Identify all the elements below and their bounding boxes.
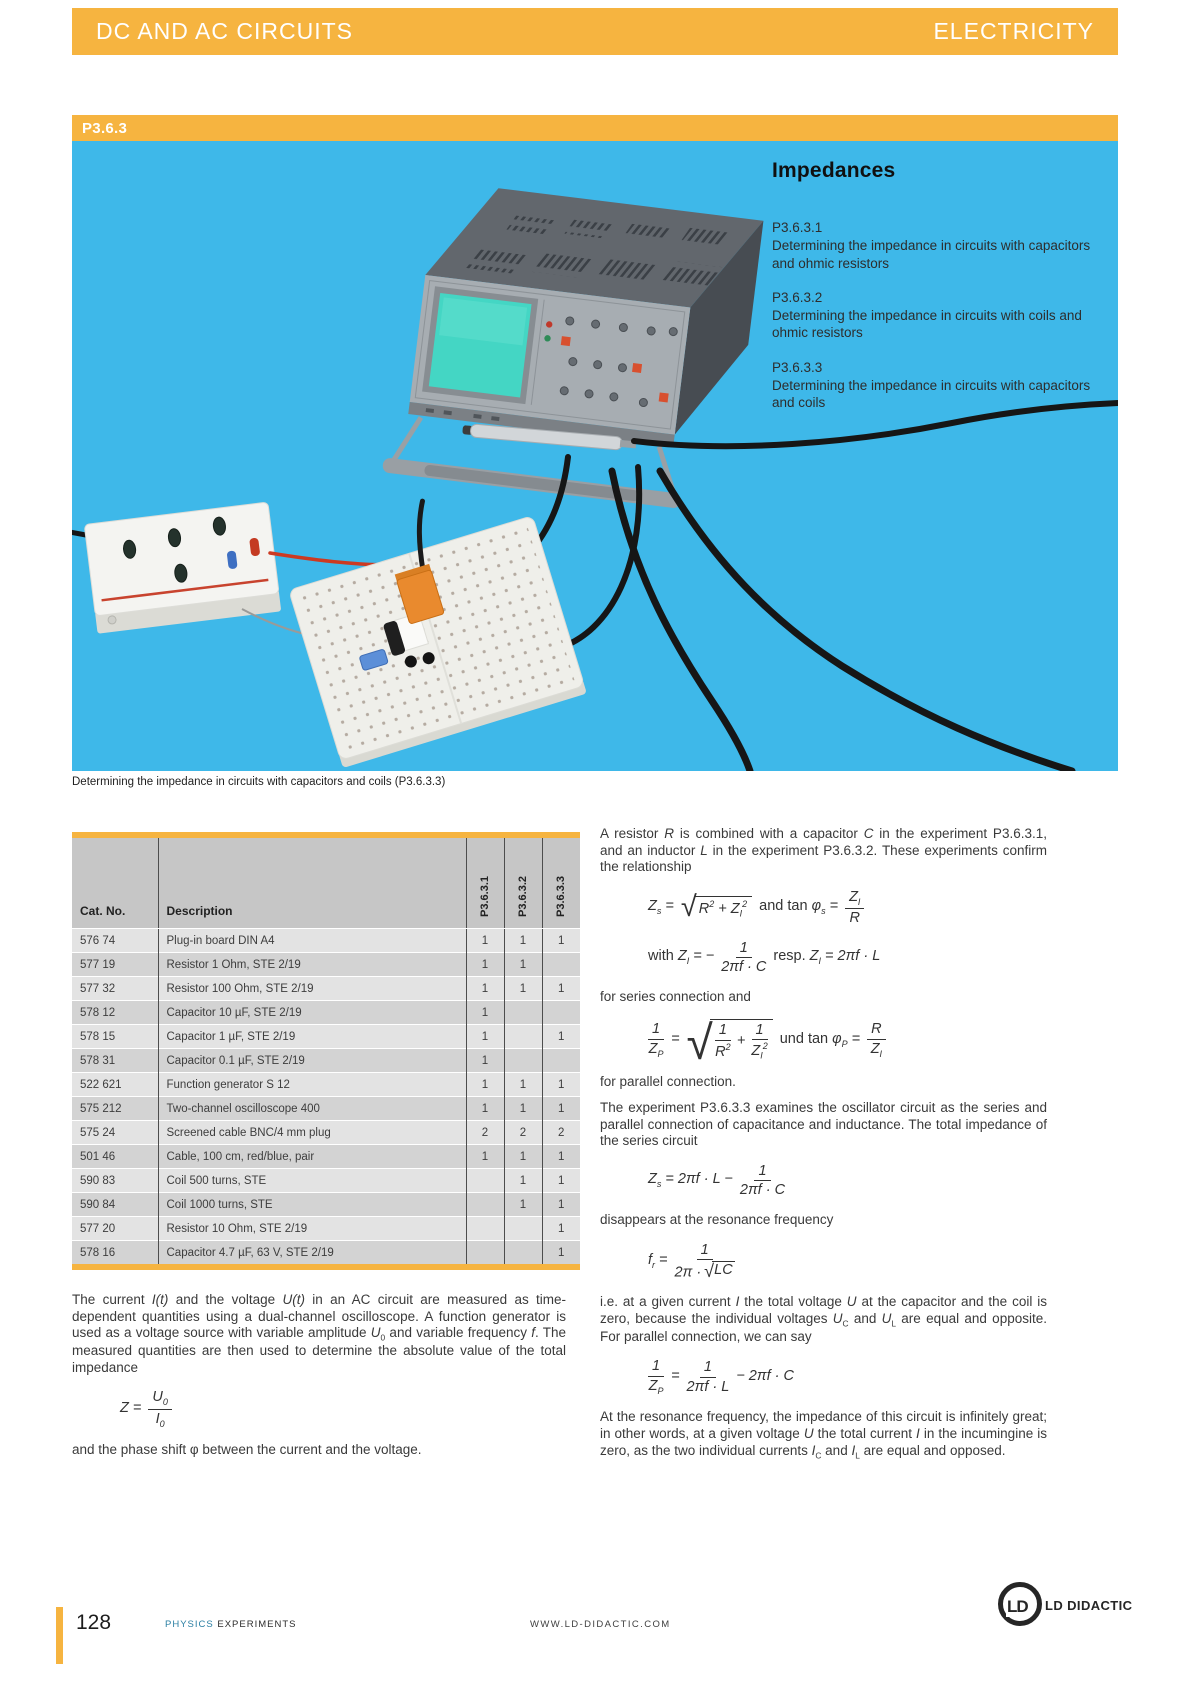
- qty-cell: 1: [466, 1073, 504, 1097]
- plug-in-board: [275, 472, 587, 768]
- section-title: ELECTRICITY: [933, 18, 1094, 44]
- brand-experiments: EXPERIMENTS: [217, 1619, 297, 1630]
- description-cell: Resistor 100 Ohm, STE 2/19: [158, 977, 466, 1001]
- description-cell: Two-channel oscilloscope 400: [158, 1097, 466, 1121]
- table-row: [72, 1241, 580, 1265]
- description-cell: Coil 1000 turns, STE: [158, 1193, 466, 1217]
- qty-cell: 1: [504, 1193, 542, 1217]
- brand-line: [165, 1619, 296, 1630]
- qty-cell: 1: [466, 1025, 504, 1049]
- paragraph: The experiment P3.6.3.3 examines the oscillator circuit as the series and parallel connection of capacitance and inductance. The total impedance of the series circuit: [600, 1099, 1047, 1149]
- qty-cell: 1: [542, 1073, 580, 1097]
- col-header-exp3: P3.6.3.3: [542, 838, 580, 929]
- experiment-code: P3.6.3: [82, 119, 128, 137]
- left-column-text: [72, 1292, 566, 1462]
- photo-caption: Determining the impedance in circuits with capacitors and coils (P3.6.3.3): [72, 776, 446, 788]
- cat-no-cell: 501 46: [72, 1145, 158, 1169]
- qty-cell: 1: [542, 1025, 580, 1049]
- qty-cell: [504, 1241, 542, 1265]
- description-cell: Capacitor 10 µF, STE 2/19: [158, 1001, 466, 1025]
- qty-cell: 1: [542, 1241, 580, 1265]
- qty-cell: [542, 1001, 580, 1025]
- qty-cell: 1: [504, 1073, 542, 1097]
- cat-no-cell: 577 19: [72, 953, 158, 977]
- description-cell: Resistor 1 Ohm, STE 2/19: [158, 953, 466, 977]
- qty-cell: 1: [542, 1097, 580, 1121]
- cat-no-cell: 577 20: [72, 1217, 158, 1241]
- formula-total-impedance: Z = $\frac{U_0}{I_0}$: [120, 1389, 566, 1428]
- experiment-entry: [772, 219, 1106, 272]
- qty-cell: 1: [542, 1169, 580, 1193]
- table-row: [72, 977, 580, 1001]
- table-row: [72, 1193, 580, 1217]
- qty-cell: 1: [504, 953, 542, 977]
- paragraph: A resistor R is combined with a capacitor C in the experiment P3.6.3.1, and an inductor L in the experiment P3.6.3.2. These experiments confirm the relationship: [600, 826, 1047, 875]
- formula-parallel-lc: $\frac{1}{Z_P}$ = $\frac{1}{2\pi f \cdot L}$ − 2πf · C: [648, 1358, 794, 1396]
- experiment-entry-code: P3.6.3.3: [772, 359, 823, 375]
- chapter-title: DC AND AC CIRCUITS: [96, 18, 353, 44]
- table-row: [72, 1049, 580, 1073]
- cat-no-cell: 590 84: [72, 1193, 158, 1217]
- qty-cell: 1: [542, 1217, 580, 1241]
- formula-resonance-frequency: $f_r$ = 1 2π · √ LC: [648, 1241, 733, 1281]
- qty-cell: 1: [466, 977, 504, 1001]
- qty-cell: 1: [466, 1049, 504, 1073]
- oscilloscope: [382, 178, 763, 514]
- formula-series-lc: $Z_s = 2\pi f \cdot L$ − $\frac{1}{2\pi f \cdot C}$: [648, 1162, 786, 1199]
- experiment-entry-desc: Determining the impedance in circuits with capacitors and ohmic resistors: [772, 238, 1091, 271]
- right-column-text: [600, 826, 1047, 1464]
- qty-cell: 2: [466, 1121, 504, 1145]
- experiment-entry: [772, 359, 1106, 412]
- experiment-photo: [72, 141, 1118, 771]
- cat-no-cell: 575 24: [72, 1121, 158, 1145]
- experiment-code-bar: [72, 115, 1118, 141]
- description-cell: Capacitor 1 µF, STE 2/19: [158, 1025, 466, 1049]
- experiment-entry-desc: Determining the impedance in circuits with capacitors and coils: [772, 377, 1091, 411]
- table-row: [72, 1073, 580, 1097]
- qty-cell: 1: [466, 1097, 504, 1121]
- page-title: Impedances: [772, 159, 896, 182]
- table-row: [72, 1145, 580, 1169]
- cat-no-cell: 522 621: [72, 1073, 158, 1097]
- formula-parallel-impedance: $\frac{1}{Z_P}$ = √ $\frac{1}{R^2}$ + $\frac{1}{Z_I^2}$ und $\tan \varphi_P$ = $\frac{R}{Z_I}$: [648, 1019, 1047, 1062]
- paragraph: and the phase shift φ between the current and the voltage.: [72, 1441, 422, 1457]
- formula-series-impedance: $Z_s$ = √ $R^2 + Z_I^2$ and $\tan \varphi_s$ = $\frac{Z_I}{R}$: [648, 889, 1047, 927]
- experiment-entry-code: P3.6.3.2: [772, 289, 823, 305]
- table-row: [72, 953, 580, 977]
- cat-no-cell: 590 83: [72, 1169, 158, 1193]
- brand-physics: PHYSICS: [165, 1619, 214, 1630]
- experiment-entry: [772, 289, 1106, 342]
- table-row: [72, 1097, 580, 1121]
- table-row: [72, 1001, 580, 1025]
- cat-no-cell: 575 212: [72, 1097, 158, 1121]
- description-cell: Capacitor 4.7 µF, 63 V, STE 2/19: [158, 1241, 466, 1265]
- cat-no-cell: 576 74: [72, 929, 158, 953]
- cat-no-cell: 578 12: [72, 1001, 158, 1025]
- qty-cell: 2: [504, 1121, 542, 1145]
- qty-cell: [504, 1025, 542, 1049]
- page-header-bar: [72, 8, 1118, 55]
- qty-cell: 1: [542, 977, 580, 1001]
- description-cell: Plug-in board DIN A4: [158, 929, 466, 953]
- qty-cell: [466, 1241, 504, 1265]
- qty-cell: 1: [466, 1001, 504, 1025]
- qty-cell: 1: [542, 929, 580, 953]
- paragraph: disappears at the resonance frequency: [600, 1212, 834, 1228]
- equipment-table: [72, 832, 580, 1270]
- qty-cell: [466, 1193, 504, 1217]
- paragraph: for series connection and: [600, 989, 751, 1005]
- qty-cell: [466, 1217, 504, 1241]
- paragraph: At the resonance frequency, the impedance of this circuit is infinitely great; in other words, at a given voltage U the total current I in the incumingine is zero, as the two individual currents $I_C$ and $I_L$ are equal and opposed.: [600, 1409, 1047, 1461]
- qty-cell: 1: [542, 1193, 580, 1217]
- qty-cell: [542, 1049, 580, 1073]
- qty-cell: [542, 953, 580, 977]
- description-cell: Resistor 10 Ohm, STE 2/19: [158, 1217, 466, 1241]
- formula-reactance: with $Z_I$ = − $\frac{1}{2\pi f \cdot C}$ resp. $Z_I = 2\pi f \cdot L$: [648, 939, 881, 976]
- qty-cell: 2: [542, 1121, 580, 1145]
- website-text: WWW.LD-DIDACTIC.COM: [530, 1619, 671, 1630]
- cat-no-cell: 577 32: [72, 977, 158, 1001]
- qty-cell: [504, 1217, 542, 1241]
- qty-cell: [504, 1049, 542, 1073]
- cat-no-cell: 578 31: [72, 1049, 158, 1073]
- description-cell: Screened cable BNC/4 mm plug: [158, 1121, 466, 1145]
- footer-accent-bar: [56, 1607, 63, 1664]
- qty-cell: [466, 1169, 504, 1193]
- table-row: [72, 929, 580, 953]
- paragraph: i.e. at a given current I the total voltage U at the capacitor and the coil is zero, because the individual voltages $U_C$ and $U_L$ are equal and opposite. For parallel connection, we can say: [600, 1294, 1047, 1344]
- qty-cell: [504, 1001, 542, 1025]
- cat-no-cell: 578 15: [72, 1025, 158, 1049]
- ld-didactic-logo: [998, 1582, 1148, 1628]
- intro-panel: [772, 159, 1106, 428]
- table-row: [72, 1121, 580, 1145]
- table-row: [72, 1217, 580, 1241]
- cat-no-cell: 578 16: [72, 1241, 158, 1265]
- logo-monogram: LD: [1007, 1597, 1028, 1616]
- col-header-description: Description: [158, 838, 466, 929]
- qty-cell: 1: [504, 1145, 542, 1169]
- qty-cell: 1: [466, 929, 504, 953]
- col-header-cat-no: Cat. No.: [72, 838, 158, 929]
- table-row: [72, 1025, 580, 1049]
- paragraph: for parallel connection.: [600, 1074, 736, 1090]
- qty-cell: 1: [504, 1169, 542, 1193]
- page-number: 128: [76, 1611, 112, 1634]
- table-bottom-rule: [72, 1264, 580, 1270]
- qty-cell: 1: [466, 953, 504, 977]
- logo-wordmark: LD DIDACTIC: [1045, 1598, 1133, 1613]
- table-header-row: [72, 838, 580, 929]
- qty-cell: 1: [504, 1097, 542, 1121]
- qty-cell: 1: [504, 977, 542, 1001]
- qty-cell: 1: [466, 1145, 504, 1169]
- description-cell: Cable, 100 cm, red/blue, pair: [158, 1145, 466, 1169]
- qty-cell: 1: [504, 929, 542, 953]
- table-row: [72, 1169, 580, 1193]
- experiment-entry-code: P3.6.3.1: [772, 220, 823, 235]
- col-header-exp1: P3.6.3.1: [466, 838, 504, 929]
- description-cell: Function generator S 12: [158, 1073, 466, 1097]
- description-cell: Capacitor 0.1 µF, STE 2/19: [158, 1049, 466, 1073]
- qty-cell: 1: [542, 1145, 580, 1169]
- description-cell: Coil 500 turns, STE: [158, 1169, 466, 1193]
- paragraph: The current I(t) and the voltage U(t) in an AC circuit are measured as time-dependent quantities using a dual-channel oscilloscope. A function generator is used as a voltage source with variable amplitude $U_0$ and variable frequency f. The measured quantities are then used to determine the absolute value of the total impedance: [72, 1292, 567, 1375]
- experiment-entry-desc: Determining the impedance in circuits with coils and ohmic resistors: [772, 308, 1082, 341]
- col-header-exp2: P3.6.3.2: [504, 838, 542, 929]
